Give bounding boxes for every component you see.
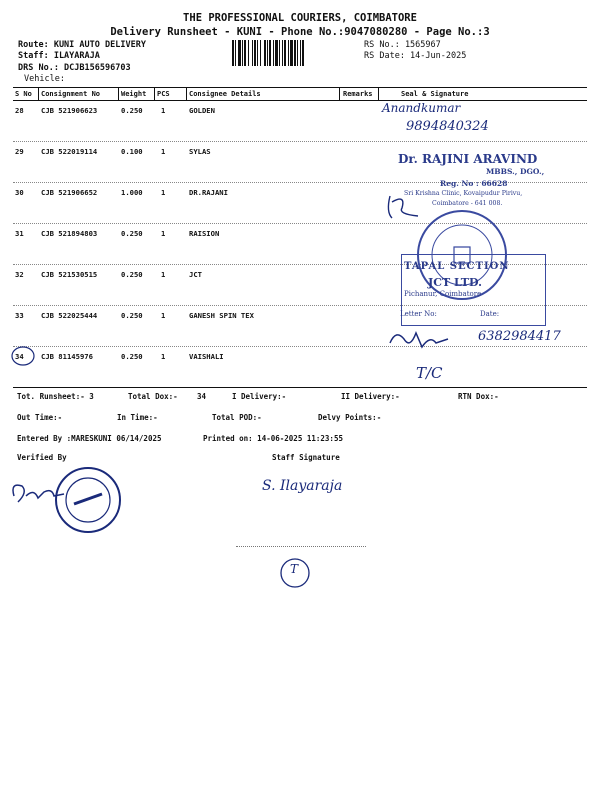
col-seal: Seal & Signature (401, 90, 469, 98)
row-pcs: 1 (161, 270, 166, 279)
row-sno: 29 (15, 147, 24, 156)
col-consignment: Consignment No (41, 90, 101, 98)
handwritten-name: Anandkumar (382, 101, 461, 115)
table-row (13, 346, 587, 387)
handwritten-phone: 6382984417 (478, 329, 561, 344)
stamp-tapal: TAPAL SECTION (404, 261, 510, 272)
stamp-letter-no: Letter No: (400, 310, 437, 318)
staff-handwritten-signature: S. Ilayaraja (262, 478, 343, 494)
staff-label: Staff: ILAYARAJA (18, 51, 100, 61)
row-weight: 0.250 (121, 352, 143, 361)
col-sno: S No (15, 90, 32, 98)
row-consignee: SYLAS (189, 147, 211, 156)
drs-label: DRS No.: DCJB156596703 (18, 63, 131, 73)
row-consignment: CJB 521894803 (41, 229, 98, 238)
signature-scribble-icon (384, 192, 424, 222)
stamp-jct: JCT LTD. (428, 276, 482, 289)
row-consignment: CJB 521530515 (41, 270, 98, 279)
row-sno: 28 (15, 106, 24, 115)
stamp-doctor-name: Dr. RAJINI ARAVIND (398, 152, 538, 166)
out-time: Out Time:- (17, 413, 63, 422)
row-sno: 33 (15, 311, 24, 320)
row-pcs: 1 (161, 106, 166, 115)
tot-runsheet: Tot. Runsheet:- 3 (17, 392, 94, 401)
in-time: In Time:- (117, 413, 158, 422)
row-consignee: JCT (189, 270, 202, 279)
row-consignee: GANESH SPIN TEX (189, 311, 254, 320)
stamp-city: Coimbatore - 641 008. (432, 200, 503, 207)
footer-rule (13, 387, 587, 388)
row-weight: 0.250 (121, 106, 143, 115)
row-pcs: 1 (161, 352, 166, 361)
signature-scribble-icon (386, 325, 456, 355)
row-consignee: GOLDEN (189, 106, 215, 115)
row-consignee: DR.RAJANI (189, 188, 228, 197)
col-remarks: Remarks (343, 90, 373, 98)
col-pcs: PCS (157, 90, 170, 98)
stamp-place: Pichanur, Coimbatore (404, 290, 482, 298)
handwritten-phone: 9894840324 (406, 119, 489, 134)
barcode (232, 40, 356, 66)
row-consignment: CJB 522019114 (41, 147, 98, 156)
stamp-degree: MBBS., DGO., (486, 167, 545, 176)
row-consignment: CJB 522025444 (41, 311, 98, 320)
row-pcs: 1 (161, 311, 166, 320)
row-consignment: CJB 521906623 (41, 106, 98, 115)
stamp-date: Date: (480, 310, 500, 318)
runsheet-subtitle: Delivery Runsheet - KUNI - Phone No.:9047080280 - Page No.:3 (110, 26, 490, 38)
row-weight: 1.000 (121, 188, 143, 197)
total-pod: Total POD:- (212, 413, 262, 422)
row-weight: 0.250 (121, 311, 143, 320)
row-weight: 0.250 (121, 270, 143, 279)
rs-date: RS Date: 14-Jun-2025 (364, 51, 467, 61)
row-sno: 30 (15, 188, 24, 197)
faint-scan-mark (236, 546, 366, 547)
handwritten-tc: T/C (416, 364, 443, 382)
row-weight: 0.100 (121, 147, 143, 156)
row-sno: 32 (15, 270, 24, 279)
col-weight: Weight (121, 90, 147, 98)
printed-on: Printed on: 14-06-2025 11:23:55 (203, 434, 343, 443)
handwritten-marker: T (290, 562, 299, 576)
circle-mark-icon (10, 345, 36, 367)
row-consignee: RAISION (189, 229, 220, 238)
ii-delivery: II Delivery:- (341, 392, 400, 401)
row-weight: 0.250 (121, 229, 143, 238)
route-label: Route: KUNI AUTO DELIVERY (18, 40, 146, 50)
delvy-points: Delvy Points:- (318, 413, 382, 422)
row-pcs: 1 (161, 147, 166, 156)
i-delivery: I Delivery:- (232, 392, 287, 401)
table-row (13, 100, 587, 142)
row-sno: 34 (15, 352, 24, 361)
row-sno: 31 (15, 229, 24, 238)
stamp-reg: Reg. No : 66628 (440, 179, 508, 188)
total-dox: Total Dox:- (128, 392, 178, 401)
row-pcs: 1 (161, 188, 166, 197)
vehicle-label: Vehicle: (24, 74, 65, 84)
col-consignee: Consignee Details (189, 90, 261, 98)
rs-no: RS No.: 1565967 (364, 40, 441, 50)
total-dox-value: 34 (197, 392, 207, 401)
staff-signature-label: Staff Signature (272, 453, 340, 462)
entered-by: Entered By :MARESKUNI 06/14/2025 (17, 434, 162, 443)
verified-seal-icon (52, 464, 124, 536)
row-consignment: CJB 521906652 (41, 188, 98, 197)
row-consignment: CJB 81145976 (41, 352, 93, 361)
stamp-clinic: Sri Krishna Clinic, Kovaipudur Pirivu, (404, 190, 523, 197)
row-pcs: 1 (161, 229, 166, 238)
table-header (13, 87, 587, 101)
rtn-dox: RTN Dox:- (458, 392, 499, 401)
verified-by: Verified By (17, 453, 67, 462)
row-consignee: VAISHALI (189, 352, 224, 361)
company-title: THE PROFESSIONAL COURIERS, COIMBATORE (183, 12, 417, 24)
